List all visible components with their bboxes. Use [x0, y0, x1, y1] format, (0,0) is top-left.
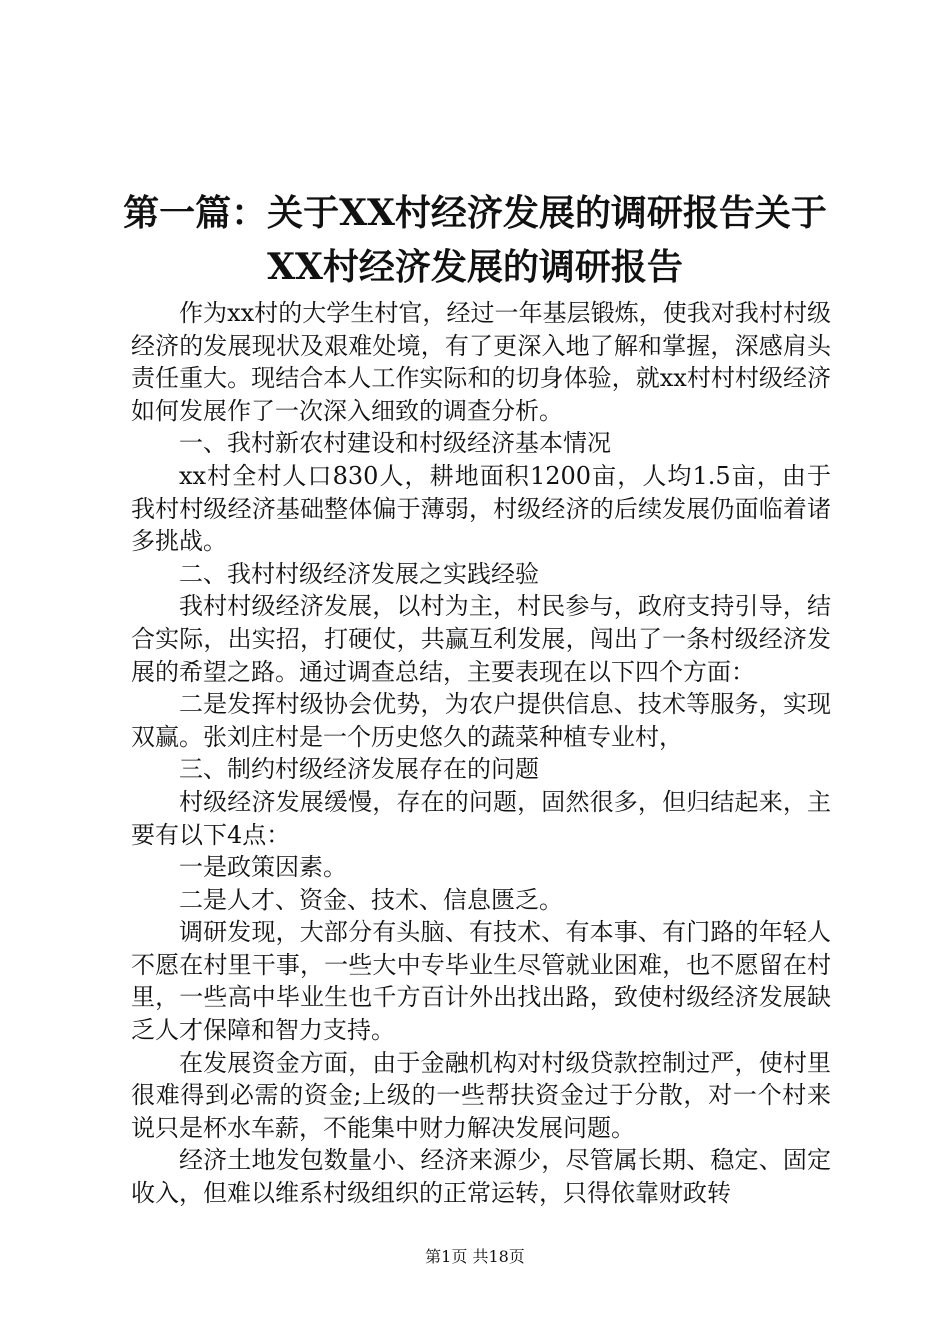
section-heading: 二、我村村级经济发展之实践经验	[179, 559, 539, 588]
paragraph: 二是发挥村级协会优势，为农户提供信息、技术等服务，实现双赢。张刘庄村是一个历史悠久的蔬菜种植专业村，	[131, 690, 831, 751]
paragraph: 作为xx村的大学生村官，经过一年基层锻炼，使我对我村村级经济的发展现状及艰难处境，有了更深入地了解和掌握，深感肩头责任重大。现结合本人工作实际和的切身体验，就xx村村村级经济如何发展作了一次深入细致的调查分析。	[131, 299, 831, 425]
document-title-line-2: XX村经济发展的调研报告	[267, 246, 683, 288]
paragraph: 村级经济发展缓慢，存在的问题，固然很多，但归结起来，主要有以下4点：	[131, 787, 831, 849]
paragraph: 我村村级经济发展，以村为主，村民参与，政府支持引导，结合实际，出实招，打硬仗，共赢互利发展，闯出了一条村级经济发展的希望之路。通过调查总结，主要表现在以下四个方面：	[131, 592, 831, 686]
paragraph: 调研发现，大部分有头脑、有技术、有本事、有门路的年轻人不愿在村里干事，一些大中专毕业生尽管就业困难，也不愿留在村里，一些高中毕业生也千方百计外出找出路，致使村级经济发展缺乏人才保障和智力支持。	[131, 918, 831, 1045]
document-title-line-1: 第一篇：关于XX村经济发展的调研报告关于	[123, 192, 827, 234]
section-heading: 三、制约村级经济发展存在的问题	[179, 755, 539, 784]
document-body	[131, 297, 831, 1210]
paragraph: 在发展资金方面，由于金融机构对村级贷款控制过严，使村里很难得到必需的资金;上级的一些帮扶资金过于分散，对一个村来说只是杯水车薪，不能集中财力解决发展问题。	[131, 1048, 831, 1142]
paragraph: xx村全村人口830人，耕地面积1200亩，人均1.5亩，由于我村村级经济基础整体偏于薄弱，村级经济的后续发展仍面临着诸多挑战。	[131, 461, 831, 556]
section-heading: 一、我村新农村建设和村级经济基本情况	[179, 429, 611, 458]
page-number-footer: 第1页 共18页	[425, 1247, 525, 1266]
paragraph: 二是人才、资金、技术、信息匮乏。	[179, 885, 563, 914]
paragraph: 一是政策因素。	[179, 853, 347, 882]
paragraph: 经济土地发包数量小、经济来源少，尽管属长期、稳定、固定收入，但难以维系村级组织的正常运转，只得依靠财政转	[131, 1146, 831, 1208]
